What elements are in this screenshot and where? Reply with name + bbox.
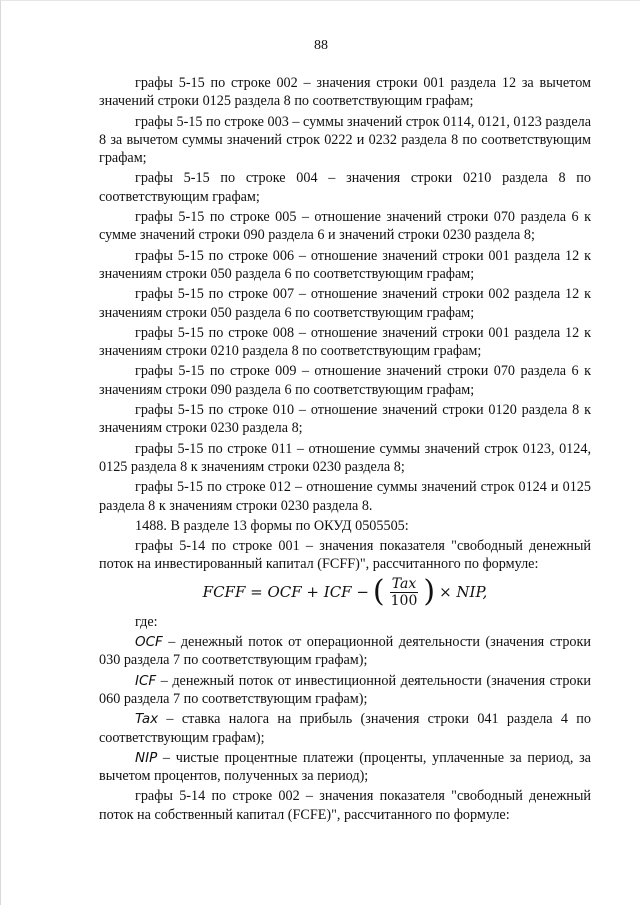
fraction-numerator: Tax xyxy=(391,575,417,592)
definition-text: – ставка налога на прибыль (значения строки 041 раздела 4 по соответствующим графам); xyxy=(99,711,591,746)
variable-name: OCF xyxy=(135,634,163,651)
paragraph: графы 5-15 по строке 006 – отношение значений строки 001 раздела 12 к значениям строки 050 раздела 6 по соответствующим графам; xyxy=(99,247,591,282)
paragraph: графы 5-15 по строке 010 – отношение значений строки 0120 раздела 8 к значениям строки 0230 раздела 8; xyxy=(99,402,591,437)
definition-text: – денежный поток от операционной деятельности (значения строки 030 раздела 7 по соответствующим графам); xyxy=(99,634,591,669)
where-label: где: xyxy=(135,613,158,630)
definition-text: – чистые процентные платежи (проценты, уплаченные за период, за вычетом процентов, полученных за период); xyxy=(99,749,591,785)
paragraph: графы 5-15 по строке 012 – отношение суммы значений строк 0124 и 0125 раздела 8 к значениям строки 0230 раздела 8. xyxy=(99,479,591,514)
paragraph: графы 5-15 по строке 008 – отношение значений строки 001 раздела 12 к значениям строки 0210 раздела 8 по соответствующим графам; xyxy=(99,324,591,360)
paragraph: графы 5-14 по строке 002 – значения показателя "свободный денежный поток на собственный капитал (FCFE)", рассчитанного по формуле: xyxy=(99,788,591,823)
definition-tax xyxy=(99,710,591,747)
section-heading: 1488. В разделе 13 формы по ОКУД 0505505: xyxy=(135,517,409,534)
open-paren: ( xyxy=(372,574,385,610)
paragraph: графы 5-15 по строке 009 – отношение значений строки 070 раздела 6 к значениям строки 090 раздела 6 по соответствующим графам; xyxy=(99,363,591,398)
fcff-formula xyxy=(99,576,591,609)
paragraph: графы 5-15 по строке 005 – отношение значений строки 070 раздела 6 к сумме значений строки 090 раздела 6 и значений строки 0230 раздела 8; xyxy=(99,209,591,244)
formula-fraction xyxy=(389,576,420,609)
definition-icf xyxy=(99,672,591,709)
paragraph: графы 5-15 по строке 007 – отношение значений строки 002 раздела 12 к значениям строки 050 раздела 6 по соответствующим графам; xyxy=(99,286,591,321)
variable-name: Tax xyxy=(135,711,159,728)
paragraph: графы 5-15 по строке 002 – значения строки 001 раздела 12 за вычетом значений строки 0125 раздела 8 по соответствующим графам; xyxy=(99,75,591,110)
definition-ocf xyxy=(99,633,591,670)
paragraph: графы 5-14 по строке 001 – значения показателя "свободный денежный поток на инвестированный капитал (FCFF)", рассчитанного по формуле: xyxy=(99,538,591,573)
formula-lhs: FCFF = OCF + ICF − xyxy=(202,583,369,602)
document-body xyxy=(99,74,591,826)
variable-name: NIP xyxy=(135,749,158,766)
paragraph: графы 5-15 по строке 003 – суммы значений строк 0114, 0121, 0123 раздела 8 за вычетом суммы значений строк 0222 и 0232 раздела 8 по соответствующим графам; xyxy=(99,113,591,167)
fraction-denominator: 100 xyxy=(390,592,418,609)
paragraph: графы 5-15 по строке 004 – значения строки 0210 раздела 8 по соответствующим графам; xyxy=(99,170,591,205)
page-number: 88 xyxy=(314,38,328,53)
definition-nip xyxy=(99,749,591,786)
close-paren: ) xyxy=(423,574,436,610)
paragraph: графы 5-15 по строке 011 – отношение суммы значений строк 0123, 0124, 0125 раздела 8 к значениям строки 0230 раздела 8; xyxy=(99,440,591,475)
formula-rhs: × NIP, xyxy=(439,583,488,602)
definition-text: – денежный поток от инвестиционной деятельности (значения строки 060 раздела 7 по соответствующим графам); xyxy=(99,672,591,707)
variable-name: ICF xyxy=(135,672,157,689)
